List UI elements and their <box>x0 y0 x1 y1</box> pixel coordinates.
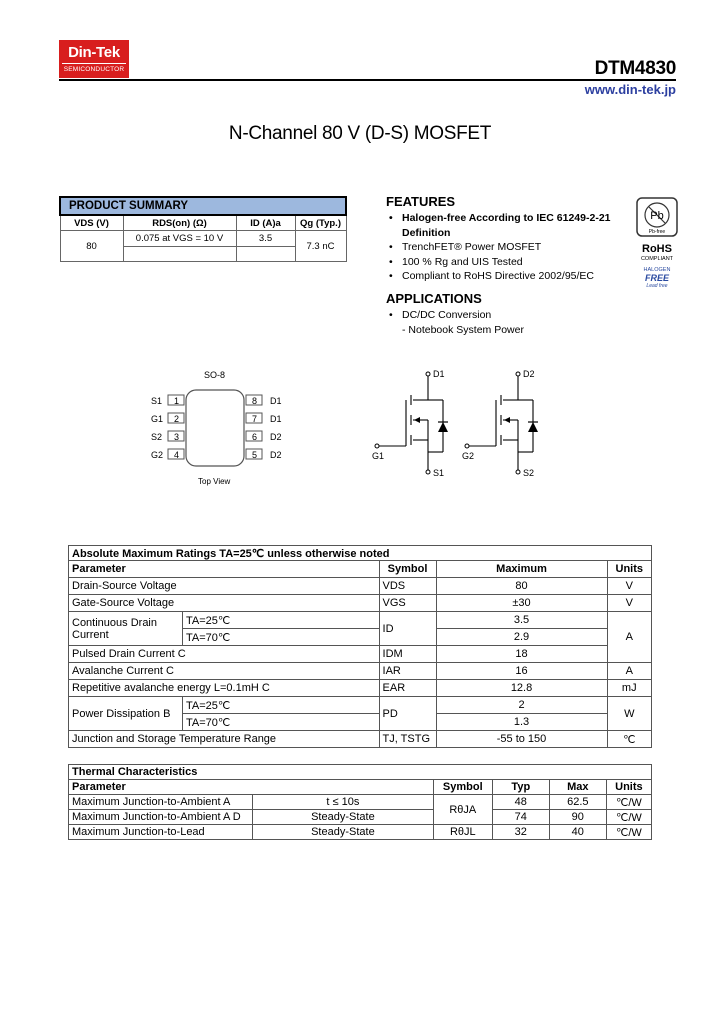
header-symbol: Symbol <box>433 780 492 795</box>
d2-label: D2 <box>523 369 535 379</box>
pin-number: 7 <box>252 414 258 424</box>
package-name: SO-8 <box>204 370 226 380</box>
brand-name: Din-Tek <box>68 44 120 61</box>
top-view-label: Top View <box>198 477 231 486</box>
header-max: Max <box>549 780 606 795</box>
pb-free-label: Pb-free <box>648 229 666 235</box>
pin-label: D1 <box>270 414 282 424</box>
pin-label: G2 <box>151 450 164 460</box>
col-id: ID (A)a <box>236 215 295 231</box>
rohs-compliant: COMPLIANT <box>640 256 674 262</box>
list-item: • 100 % Rg and UIS Tested <box>389 255 523 268</box>
pin-number: 6 <box>252 432 258 442</box>
brand-subtitle: SEMICONDUCTOR <box>62 63 126 74</box>
pb-symbol: Pb <box>650 210 664 222</box>
cell-vds: 80 <box>60 231 123 262</box>
table-row: Power Dissipation B TA=25℃ PD 2 W <box>69 697 652 714</box>
header-units: Units <box>606 780 651 795</box>
s2-label: S2 <box>523 468 535 478</box>
pin-label: D2 <box>270 432 282 442</box>
table-row: Maximum Junction-to-Ambient A D Steady-State 74 90 ℃/W <box>69 810 652 825</box>
compliance-badges <box>632 196 682 290</box>
pin-number: 3 <box>174 432 180 442</box>
list-item: • TrenchFET® Power MOSFET <box>389 241 542 253</box>
g2-label: G2 <box>462 451 475 461</box>
pin-label: S1 <box>151 396 163 406</box>
cell-qg: 7.3 nC <box>295 231 346 262</box>
header-typ: Typ <box>492 780 549 795</box>
brand-logo <box>59 40 129 78</box>
pin-number: 4 <box>174 450 180 460</box>
list-item: • Halogen-free According to IEC 61249-2-21 Definition <box>389 212 611 239</box>
table-title: Absolute Maximum Ratings TA=25℃ unless otherwise noted <box>69 546 652 561</box>
table-row: Pulsed Drain Current C IDM 18 <box>69 646 652 663</box>
header-units: Units <box>607 561 651 578</box>
header-symbol: Symbol <box>379 561 436 578</box>
pin-number: 2 <box>174 414 180 424</box>
absolute-max-ratings-table <box>68 545 652 748</box>
col-qg: Qg (Typ.) <box>295 215 346 231</box>
page-title: N-Channel 80 V (D-S) MOSFET <box>228 123 492 144</box>
cell-id: 3.5 <box>236 231 295 247</box>
part-number: DTM4830 <box>594 58 676 79</box>
product-summary-table <box>59 196 347 262</box>
table-row: Maximum Junction-to-Lead Steady-State RθJL 32 40 ℃/W <box>69 825 652 840</box>
pin-label: G1 <box>151 414 164 424</box>
features-heading: FEATURES <box>386 194 456 209</box>
applications-list <box>386 308 631 337</box>
rohs-label: RoHS <box>642 243 672 255</box>
table-row: Continuous Drain Current TA=25℃ ID 3.5 A <box>69 612 652 629</box>
pin-number: 1 <box>174 396 180 406</box>
table-row: TA=70℃ 2.9 <box>69 629 652 646</box>
product-summary-heading: PRODUCT SUMMARY <box>60 197 346 215</box>
table-row: Drain-Source Voltage VDS 80 V <box>69 578 652 595</box>
table-row: Repetitive avalanche energy L=0.1mH C EAR 12.8 mJ <box>69 680 652 697</box>
col-vds: VDS (V) <box>60 215 123 231</box>
list-item: - Notebook System Power <box>402 323 524 336</box>
list-item: • DC/DC Conversion <box>389 309 492 321</box>
free-label: FREE <box>644 273 669 283</box>
header-parameter: Parameter <box>69 780 434 795</box>
pin-number: 8 <box>252 396 258 406</box>
table-title: Thermal Characteristics <box>69 765 652 780</box>
g1-label: G1 <box>372 451 385 461</box>
table-row: Maximum Junction-to-Ambient A t ≤ 10s RθJA 48 62.5 ℃/W <box>69 795 652 810</box>
pin-label: D2 <box>270 450 282 460</box>
table-row: TA=70℃ 1.3 <box>69 714 652 731</box>
header-maximum: Maximum <box>436 561 607 578</box>
cell-rds: 0.075 at VGS = 10 V <box>123 231 236 247</box>
pin-number: 5 <box>252 450 258 460</box>
halogen-label: HALOGEN <box>643 267 671 273</box>
table-row: Junction and Storage Temperature Range TJ, TSTG -55 to 150 ℃ <box>69 731 652 748</box>
header-parameter: Parameter <box>69 561 380 578</box>
so8-package-diagram <box>140 382 300 492</box>
applications-heading: APPLICATIONS <box>386 291 482 306</box>
table-row: Avalanche Current C IAR 16 A <box>69 663 652 680</box>
thermal-characteristics-table <box>68 764 652 840</box>
s1-label: S1 <box>433 468 445 478</box>
list-item: • Compliant to RoHS Directive 2002/95/EC <box>389 270 595 282</box>
pin-label: D1 <box>270 396 282 406</box>
header-rule <box>59 79 676 81</box>
d1-label: D1 <box>433 369 445 379</box>
col-rds: RDS(on) (Ω) <box>123 215 236 231</box>
pin-label: S2 <box>151 432 163 442</box>
halogen-sub: Lead free <box>646 283 668 289</box>
table-row: Gate-Source Voltage VGS ±30 V <box>69 595 652 612</box>
mosfet-schematic <box>365 362 555 482</box>
pb-free-icon <box>632 196 682 238</box>
features-list <box>386 211 631 284</box>
website-link[interactable]: www.din-tek.jp <box>584 82 676 97</box>
